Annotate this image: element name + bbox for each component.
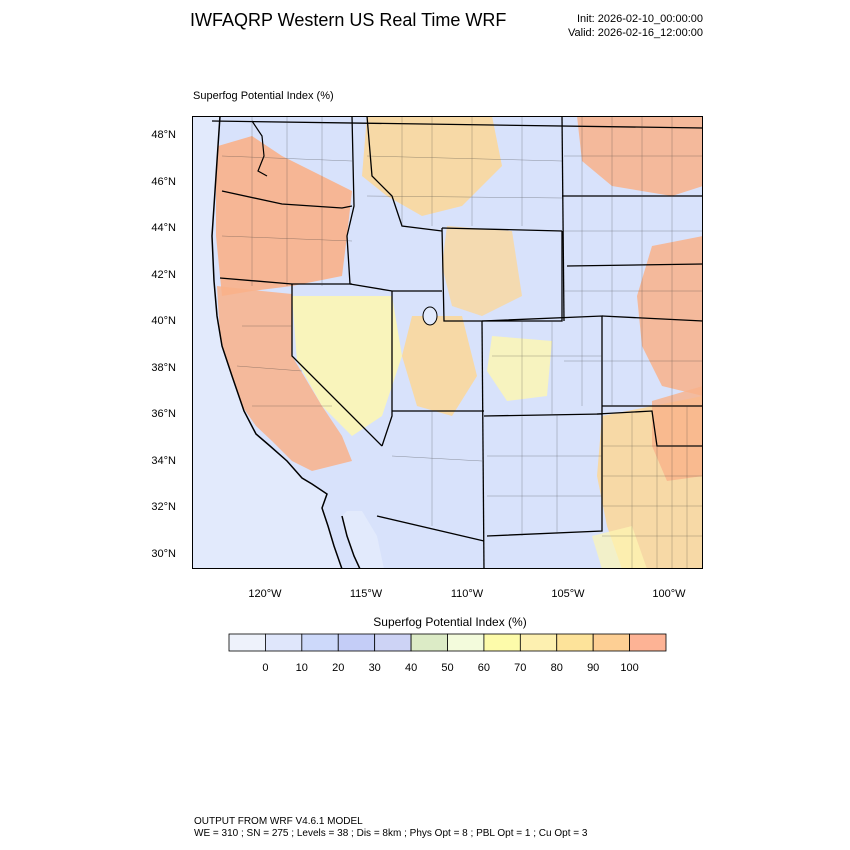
map-plot [192,116,703,569]
field-title: Superfog Potential Index (%) [193,90,334,102]
colorbar-tick-label: 0 [262,662,269,674]
colorbar-box [302,634,338,651]
colorbar-box [229,634,265,651]
great-salt-lake [423,307,437,325]
lon-label: 115°W [349,588,383,600]
lat-label: 38°N [151,362,176,374]
lat-label: 30°N [151,548,176,560]
colorbar-title: Superfog Potential Index (%) [373,615,527,629]
lon-label: 105°W [551,588,585,600]
colorbar-box [375,634,411,651]
colorbar-box [520,634,556,651]
valid-time: Valid: 2026-02-16_12:00:00 [568,27,703,39]
init-time: Init: 2026-02-10_00:00:00 [577,13,703,25]
lon-label: 100°W [652,588,686,600]
colorbar-box [593,634,629,651]
lat-label: 36°N [151,408,176,420]
colorbar [228,633,668,653]
colorbar-box [265,634,301,651]
lat-label: 44°N [151,222,176,234]
colorbar-tick-label: 80 [550,662,563,674]
colorbar-box [338,634,374,651]
model-options: WE = 310 ; SN = 275 ; Levels = 38 ; Dis = 8km ; Phys Opt = 8 ; PBL Opt = 1 ; Cu Opt = 3 [194,828,588,839]
lat-label: 48°N [151,129,176,141]
colorbar-tick-label: 60 [477,662,491,674]
colorbar-box [411,634,447,651]
colorbar-tick-label: 90 [587,662,600,674]
lat-label: 42°N [151,269,176,281]
lat-label: 34°N [151,455,176,467]
lon-label: 120°W [248,588,282,600]
model-info: OUTPUT FROM WRF V4.6.1 MODEL [194,816,363,827]
colorbar-box [630,634,666,651]
colorbar-box [448,634,484,651]
lat-label: 32°N [151,501,176,513]
colorbar-tick-label: 50 [441,662,454,674]
colorbar-tick-label: 100 [620,662,639,674]
colorbar-box [484,634,520,651]
lat-label: 46°N [151,176,176,188]
lon-label: 110°W [450,588,484,600]
colorbar-tick-label: 40 [404,662,418,674]
plot-title: IWFAQRP Western US Real Time WRF [190,10,507,30]
colorbar-tick-label: 10 [295,662,308,674]
colorbar-tick-label: 20 [332,662,345,674]
lat-label: 40°N [151,315,176,327]
colorbar-tick-label: 30 [368,662,381,674]
colorbar-box [557,634,593,651]
colorbar-tick-label: 70 [514,662,527,674]
